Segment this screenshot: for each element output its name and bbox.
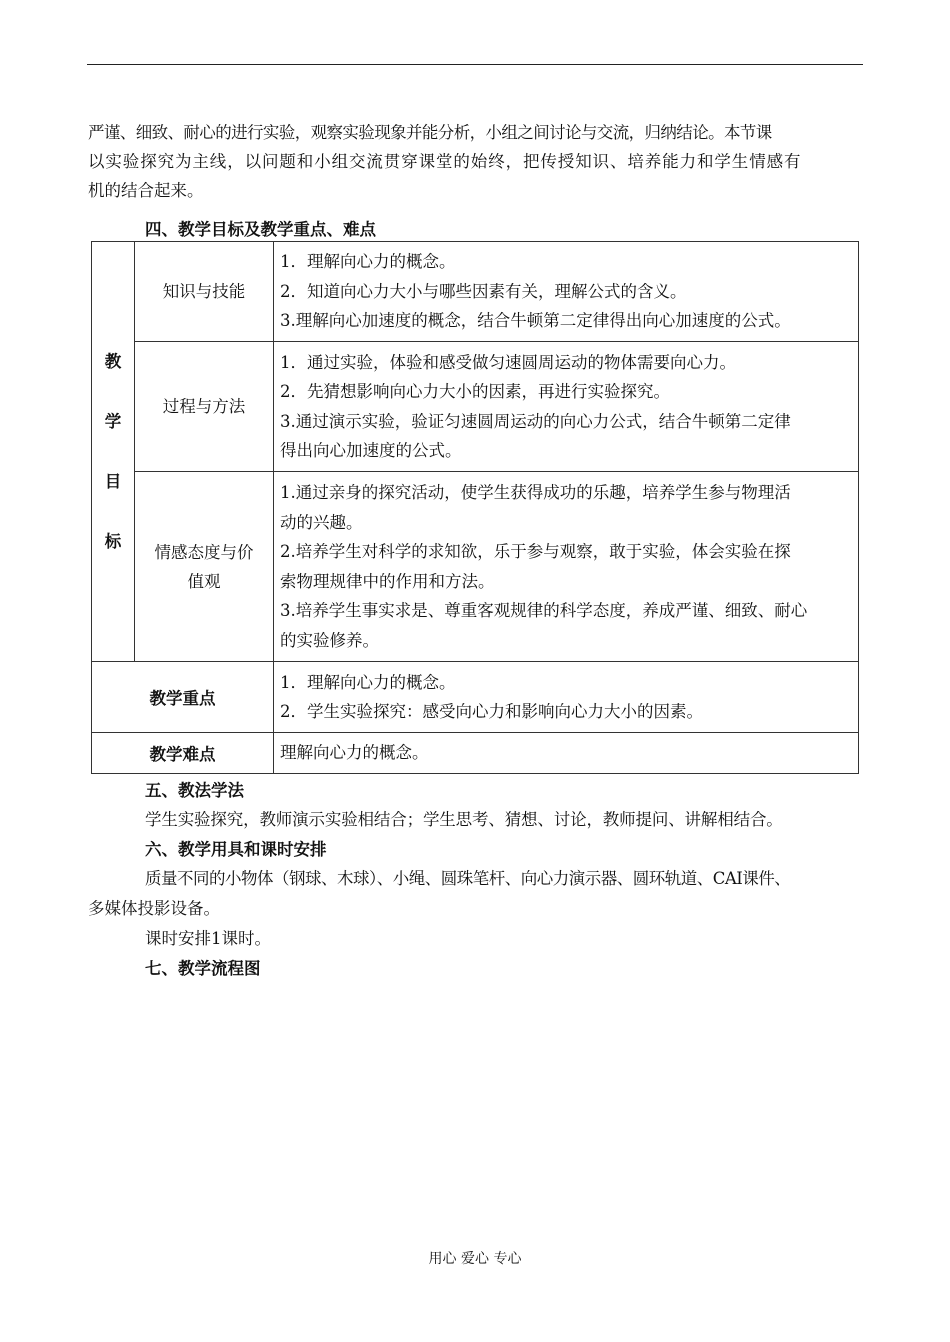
difficulties-row [92, 733, 859, 774]
difficulties-content: 理解向心力的概念。 [274, 733, 859, 774]
row-label-attitude: 情感态度与价 值观 [135, 472, 274, 662]
header-rule [87, 64, 863, 65]
section-5-text: 学生实验探究，教师演示实验相结合；学生思考、猜想、讨论，教师提问、讲解相结合。 [145, 810, 783, 829]
section-7-title: 七、教学流程图 [145, 959, 261, 978]
key-points-content: 1．理解向心力的概念。 2．学生实验探究：感受向心力和影响向心力大小的因素。 [274, 662, 859, 733]
section-6-hours: 课时安排1课时。 [145, 929, 271, 948]
row-content-process: 1．通过实验，体验和感受做匀速圆周运动的物体需要向心力。 2．先猜想影响向心力大小的因素，再进行实验探究。 3.通过演示实验，验证匀速圆周运动的向心力公式，结合牛顿第二定律 得出向心加速度的公式。 [274, 342, 859, 472]
key-points-row [92, 662, 859, 733]
section-6-text-line: 多媒体投影设备。 [88, 899, 220, 918]
difficulties-label: 教学难点 [92, 733, 274, 774]
intro-paragraph [88, 118, 864, 205]
objectives-row-process [92, 342, 859, 472]
teaching-objectives-label: 教 学 目 标 [92, 242, 135, 662]
section-6-text-line: 质量不同的小物体（钢球、木球）、小绳、圆珠笔杆、向心力演示器、圆环轨道、CAI课件、 [145, 869, 791, 888]
objectives-table [91, 241, 859, 774]
objectives-row-attitude [92, 472, 859, 662]
row-content-attitude: 1.通过亲身的探究活动，使学生获得成功的乐趣，培养学生参与物理活 动的兴趣。 2.培养学生对科学的求知欲，乐于参与观察，敢于实验，体会实验在探 索物理规律中的作用和方法。 3.培养学生事实求是、尊重客观规律的科学态度，养成严谨、细致、耐心 的实验修养。 [274, 472, 859, 662]
page-footer: 用心 爱心 专心 [428, 1251, 522, 1267]
section-5-title: 五、教法学法 [145, 781, 244, 800]
section-6-title: 六、教学用具和课时安排 [145, 840, 327, 859]
intro-line: 严谨、细致、耐心的进行实验，观察实验现象并能分析，小组之间讨论与交流，归纳结论。本节课 [88, 123, 772, 142]
row-content-knowledge: 1．理解向心力的概念。 2．知道向心力大小与哪些因素有关，理解公式的含义。 3.理解向心加速度的概念，结合牛顿第二定律得出向心加速度的公式。 [274, 242, 859, 342]
section-4-title: 四、教学目标及教学重点、难点 [145, 220, 376, 239]
key-points-label: 教学重点 [92, 662, 274, 733]
row-label-process: 过程与方法 [135, 342, 274, 472]
intro-line: 机的结合起来。 [88, 181, 204, 200]
row-label-knowledge: 知识与技能 [135, 242, 274, 342]
objectives-row-knowledge [92, 242, 859, 342]
intro-line: 以实验探究为主线，以问题和小组交流贯穿课堂的始终，把传授知识、培养能力和学生情感有 [88, 152, 802, 171]
